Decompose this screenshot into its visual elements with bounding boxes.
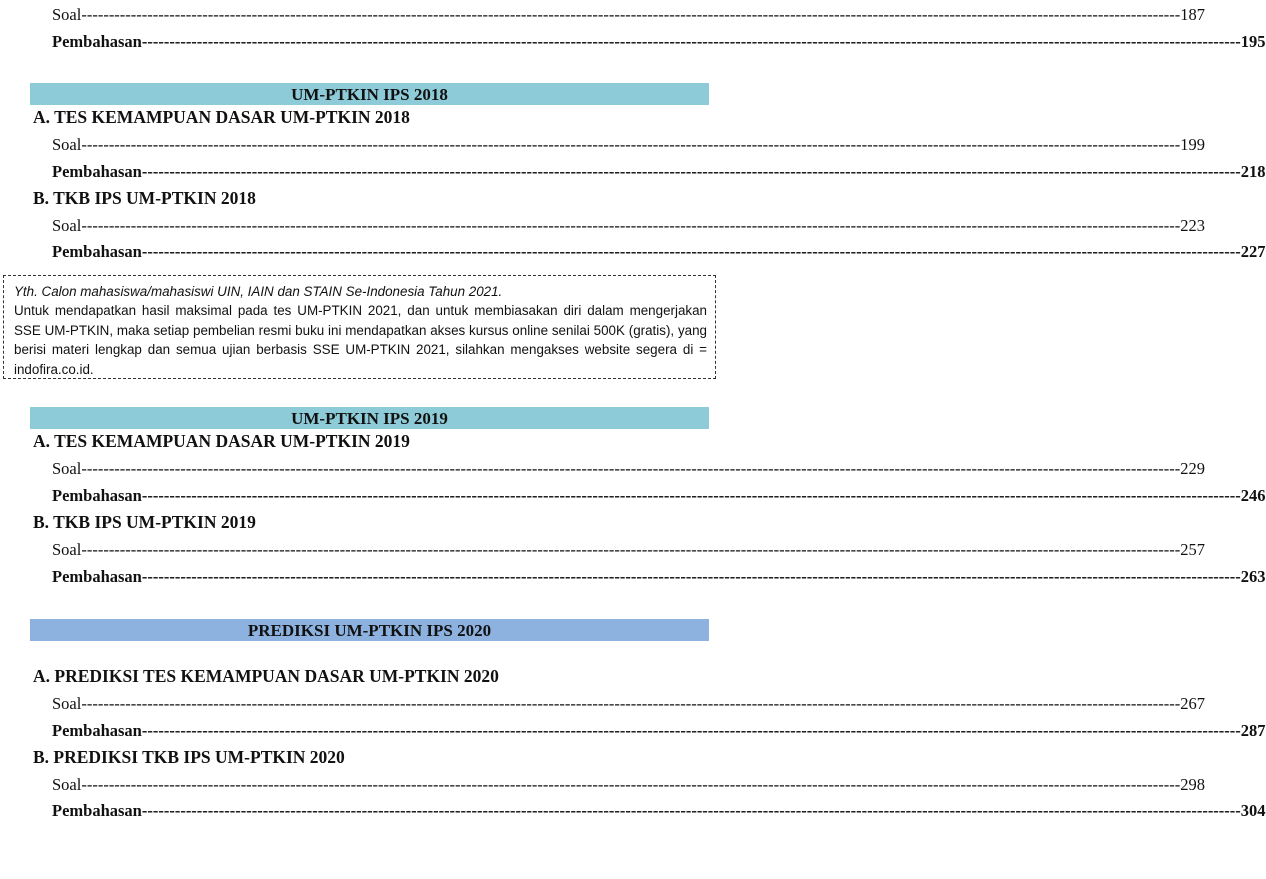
section-title: A. TES KEMAMPUAN DASAR UM-PTKIN 2018 bbox=[33, 107, 410, 127]
toc-label: Soal bbox=[52, 459, 82, 478]
toc-page: 304 bbox=[1240, 801, 1266, 820]
leader-dots: -------------------------------------------------------------------------------------------------------------------------------------------------------------------------------------------------------- bbox=[141, 801, 1241, 820]
toc-row bbox=[52, 162, 1266, 182]
leader-dots: -------------------------------------------------------------------------------------------------------------------------------------------------------------------------------------------------------- bbox=[141, 32, 1241, 51]
toc-label: Pembahasan bbox=[52, 242, 142, 261]
section-title: B. TKB IPS UM-PTKIN 2019 bbox=[33, 512, 256, 532]
toc-label: Pembahasan bbox=[52, 486, 142, 505]
toc-label: Pembahasan bbox=[52, 801, 142, 820]
notice-box bbox=[3, 275, 716, 379]
leader-dots: -------------------------------------------------------------------------------------------------------------------------------------------------------------------------------------------------------- bbox=[141, 486, 1241, 505]
toc-page: 263 bbox=[1240, 567, 1266, 586]
toc-page: 257 bbox=[1180, 540, 1206, 559]
leader-dots: -------------------------------------------------------------------------------------------------------------------------------------------------------------------------------------------------------- bbox=[141, 721, 1241, 740]
section-band: UM-PTKIN IPS 2019 bbox=[30, 407, 709, 429]
toc-page: 195 bbox=[1240, 32, 1266, 51]
section-band: UM-PTKIN IPS 2018 bbox=[30, 83, 709, 105]
toc-label: Soal bbox=[52, 216, 82, 235]
toc-row bbox=[52, 721, 1266, 741]
leader-dots: -------------------------------------------------------------------------------------------------------------------------------------------------------------------------------------------------------- bbox=[81, 540, 1181, 559]
leader-dots: -------------------------------------------------------------------------------------------------------------------------------------------------------------------------------------------------------- bbox=[81, 694, 1181, 713]
toc-row bbox=[52, 242, 1266, 262]
section-title: B. TKB IPS UM-PTKIN 2018 bbox=[33, 188, 256, 208]
leader-dots: -------------------------------------------------------------------------------------------------------------------------------------------------------------------------------------------------------- bbox=[81, 775, 1181, 794]
toc-page: 287 bbox=[1240, 721, 1266, 740]
toc-row bbox=[52, 5, 1206, 25]
toc-label: Soal bbox=[52, 540, 82, 559]
toc-row bbox=[52, 486, 1266, 506]
toc-row bbox=[52, 567, 1266, 587]
toc-label: Soal bbox=[52, 5, 82, 24]
leader-dots: -------------------------------------------------------------------------------------------------------------------------------------------------------------------------------------------------------- bbox=[81, 135, 1181, 154]
toc-page: 199 bbox=[1180, 135, 1206, 154]
toc-page: 227 bbox=[1240, 242, 1266, 261]
toc-row bbox=[52, 32, 1266, 52]
section-title: A. PREDIKSI TES KEMAMPUAN DASAR UM-PTKIN 2020 bbox=[33, 666, 499, 686]
toc-page: 267 bbox=[1180, 694, 1206, 713]
section-title: A. TES KEMAMPUAN DASAR UM-PTKIN 2019 bbox=[33, 431, 410, 451]
toc-row bbox=[52, 135, 1206, 155]
toc-row bbox=[52, 775, 1206, 795]
notice-body: Untuk mendapatkan hasil maksimal pada tes UM-PTKIN 2021, dan untuk membiasakan diri dalam mengerjakan SSE UM-PTKIN, maka setiap pembelian resmi buku ini mendapatkan akses kursus online senilai 500K (gratis), yang berisi materi lengkap dan semua ujian berbasis SSE UM-PTKIN 2021, silahkan mengakses website segera di = indofira.co.id. bbox=[14, 303, 707, 377]
leader-dots: -------------------------------------------------------------------------------------------------------------------------------------------------------------------------------------------------------- bbox=[81, 5, 1181, 24]
toc-row bbox=[52, 694, 1206, 714]
toc-page: 229 bbox=[1180, 459, 1206, 478]
leader-dots: -------------------------------------------------------------------------------------------------------------------------------------------------------------------------------------------------------- bbox=[81, 216, 1181, 235]
toc-page: 298 bbox=[1180, 775, 1206, 794]
toc-row bbox=[52, 459, 1206, 479]
section-title: B. PREDIKSI TKB IPS UM-PTKIN 2020 bbox=[33, 747, 345, 767]
toc-page: 218 bbox=[1240, 162, 1266, 181]
toc-label: Soal bbox=[52, 135, 82, 154]
toc-page: 246 bbox=[1240, 486, 1266, 505]
notice-title: Yth. Calon mahasiswa/mahasiswi UIN, IAIN dan STAIN Se-Indonesia Tahun 2021. bbox=[14, 284, 503, 299]
toc-label: Soal bbox=[52, 694, 82, 713]
toc-page: 223 bbox=[1180, 216, 1206, 235]
leader-dots: -------------------------------------------------------------------------------------------------------------------------------------------------------------------------------------------------------- bbox=[141, 567, 1241, 586]
toc-row bbox=[52, 540, 1206, 560]
leader-dots: -------------------------------------------------------------------------------------------------------------------------------------------------------------------------------------------------------- bbox=[81, 459, 1181, 478]
toc-row bbox=[52, 801, 1266, 821]
toc-page: 187 bbox=[1180, 5, 1206, 24]
toc-label: Pembahasan bbox=[52, 32, 142, 51]
toc-label: Pembahasan bbox=[52, 567, 142, 586]
leader-dots: -------------------------------------------------------------------------------------------------------------------------------------------------------------------------------------------------------- bbox=[141, 242, 1241, 261]
toc-label: Soal bbox=[52, 775, 82, 794]
leader-dots: -------------------------------------------------------------------------------------------------------------------------------------------------------------------------------------------------------- bbox=[141, 162, 1241, 181]
section-band: PREDIKSI UM-PTKIN IPS 2020 bbox=[30, 619, 709, 641]
toc-row bbox=[52, 216, 1206, 236]
toc-label: Pembahasan bbox=[52, 721, 142, 740]
toc-label: Pembahasan bbox=[52, 162, 142, 181]
